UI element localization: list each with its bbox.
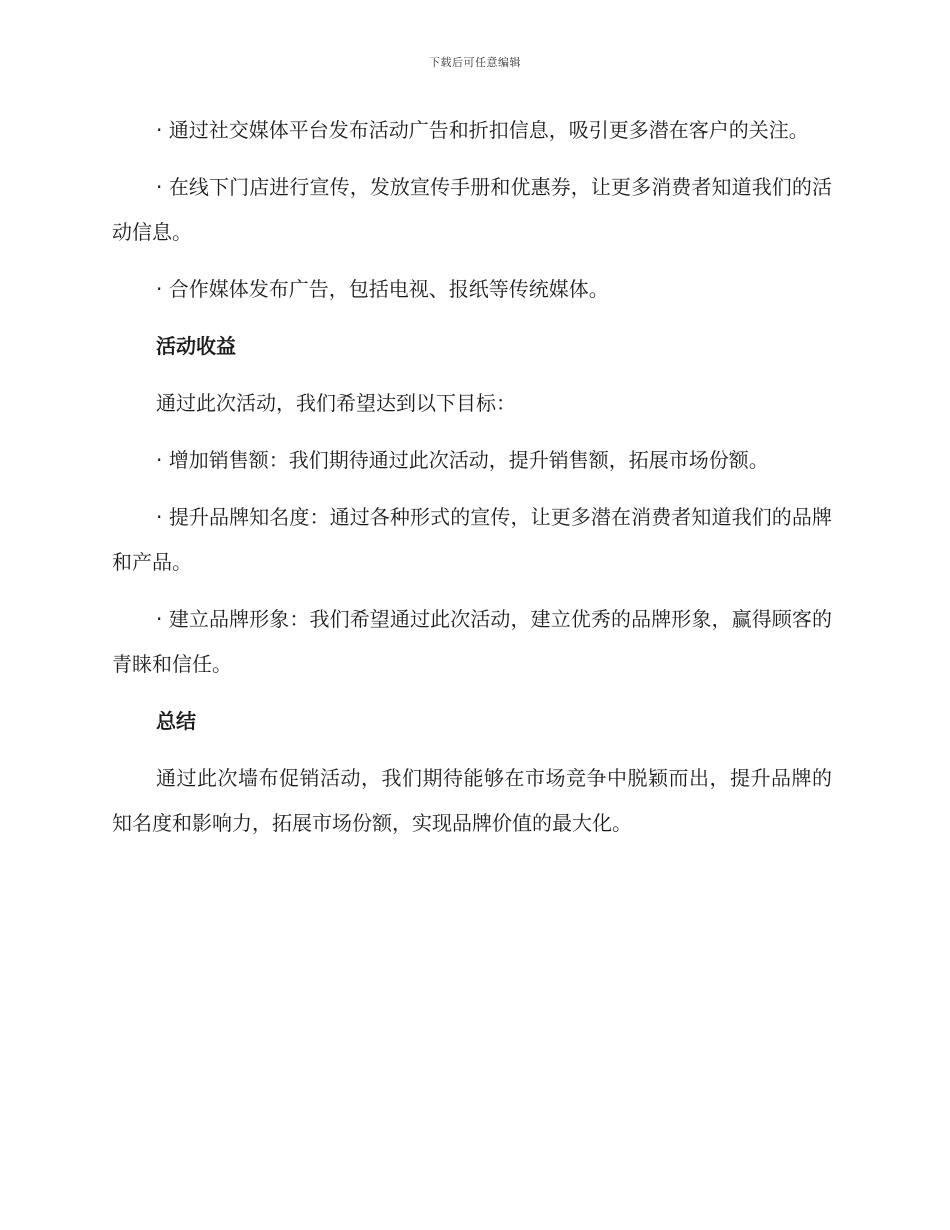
summary-paragraph: 通过此次墙布促销活动，我们期待能够在市场竞争中脱颖而出，提升品牌的知名度和影响力，拓展市场份额，实现品牌价值的最大化。 (112, 766, 832, 835)
section-heading-benefits: 活动收益 (156, 334, 236, 358)
section-heading-summary: 总结 (156, 709, 196, 733)
benefits-intro: 通过此次活动，我们希望达到以下目标： (156, 391, 516, 415)
bullet-social-media: · 通过社交媒体平台发布活动广告和折扣信息，吸引更多潜在客户的关注。 (156, 118, 809, 142)
bullet-increase-sales: · 增加销售额：我们期待通过此次活动，提升销售额，拓展市场份额。 (156, 448, 769, 472)
bullet-brand-image: · 建立品牌形象：我们希望通过此次活动，建立优秀的品牌形象，赢得顾客的青睐和信任。 (112, 607, 832, 676)
bullet-offline-store: · 在线下门店进行宣传，发放宣传手册和优惠券，让更多消费者知道我们的活动信息。 (112, 175, 832, 244)
document-body (112, 108, 832, 858)
bullet-brand-awareness: · 提升品牌知名度：通过各种形式的宣传，让更多潜在消费者知道我们的品牌和产品。 (112, 505, 832, 574)
page-header-note: 下载后可任意编辑 (429, 56, 521, 69)
bullet-media-partner: · 合作媒体发布广告，包括电视、报纸等传统媒体。 (156, 277, 609, 301)
